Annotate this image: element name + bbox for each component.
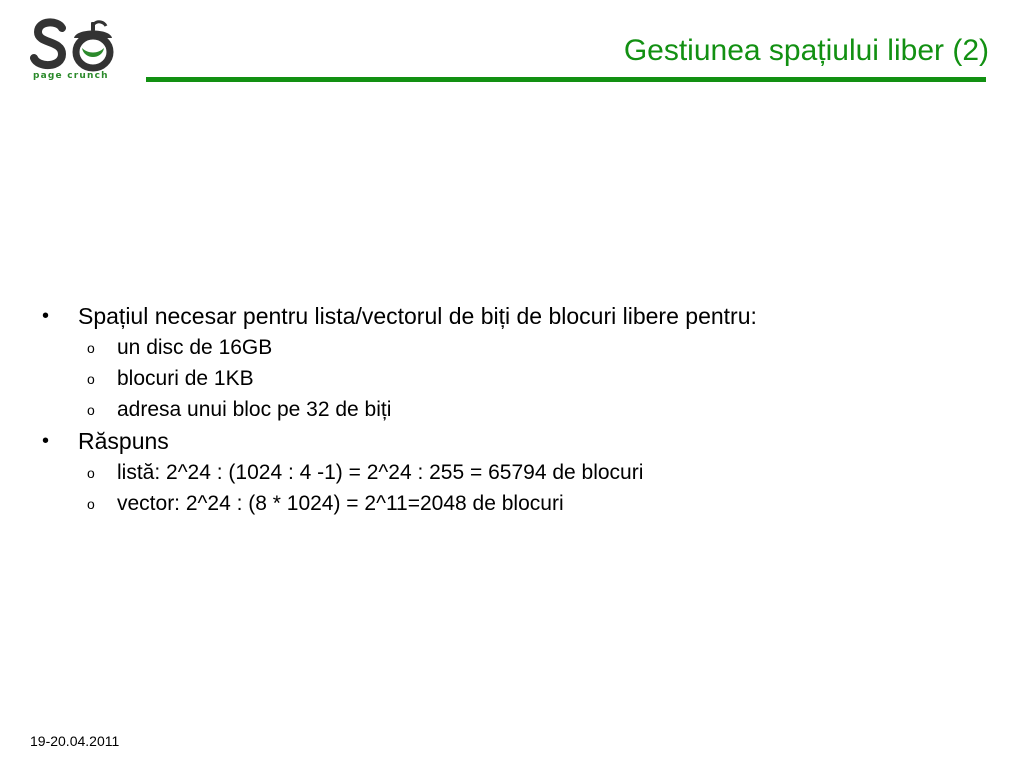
sub-bullet-text: blocuri de 1KB (117, 367, 254, 390)
sub-bullet-text: vector: 2^24 : (8 * 1024) = 2^11=2048 de blocuri (117, 492, 564, 515)
slide-body (42, 300, 1002, 519)
sub-bullet-text: listă: 2^24 : (1024 : 4 -1) = 2^24 : 255 = 65794 de blocuri (117, 461, 644, 484)
sub-bullet-item (42, 488, 1002, 519)
sub-bullet-item (42, 457, 1002, 488)
sub-bullet-item (42, 363, 1002, 394)
circle-bullet-icon: o (87, 465, 95, 481)
sub-bullet-item (42, 332, 1002, 363)
slide-title: Gestiunea spațiului liber (2) (623, 34, 989, 67)
footer-date: 19-20.04.2011 (30, 733, 120, 749)
logo-subtitle: page crunch (33, 71, 109, 81)
bullet-dot-icon: • (42, 305, 50, 327)
circle-bullet-icon: o (87, 340, 95, 356)
sub-bullet-text: adresa unui bloc pe 32 de biți (117, 398, 392, 421)
bullet-text: Răspuns (78, 428, 169, 454)
circle-bullet-icon: o (87, 402, 95, 418)
bullet-text: Spațiul necesar pentru lista/vectorul de biți de blocuri libere pentru: (78, 303, 757, 329)
acorn-logo-icon (30, 14, 120, 74)
sub-bullet-text: un disc de 16GB (117, 336, 273, 359)
bullet-item (42, 425, 1002, 457)
circle-bullet-icon: o (87, 496, 95, 512)
bullet-dot-icon: • (42, 430, 50, 452)
circle-bullet-icon: o (87, 371, 95, 387)
bullet-item (42, 300, 1002, 332)
title-divider (146, 77, 986, 82)
sub-bullet-item (42, 394, 1002, 425)
